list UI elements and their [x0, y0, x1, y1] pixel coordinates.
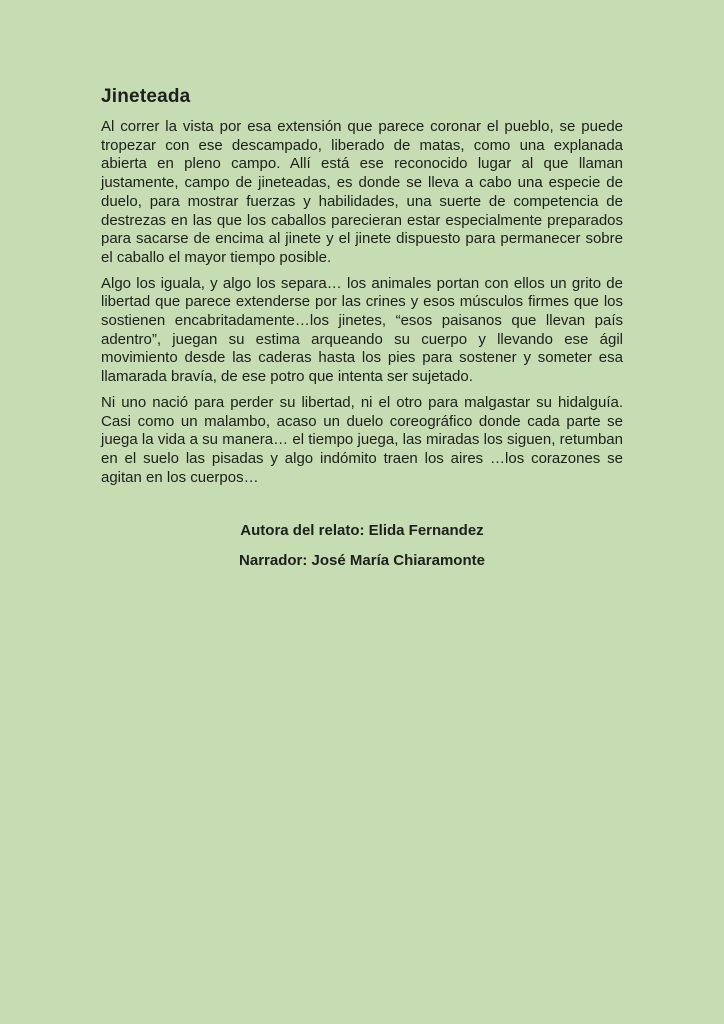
narrator-credit: Narrador: José María Chiaramonte	[239, 552, 485, 570]
credits-block	[101, 521, 623, 570]
story-paragraph-3: Ni uno nació para perder su libertad, ni el otro para malgastar su hidalguía. Casi como un malambo, acaso un duelo coreográfico donde cada parte se juega la vida a su manera… el tiempo juega, las miradas los siguen, retumban en el suelo las pisadas y algo indómito traen los aires …los corazones se agitan en los cuerpos…	[101, 393, 623, 486]
story-paragraph-1: Al correr la vista por esa extensión que parece coronar el pueblo, se puede tropezar con ese descampado, liberado de matas, como una explanada abierta en pleno campo. Allí está ese reconocido lugar al que llaman justamente, campo de jineteadas, es donde se lleva a cabo una especie de duelo, para mostrar fuerzas y habilidades, una suerte de competencia de destrezas en las que los caballos parecieran estar especialmente preparados para sacarse de encima al jinete y el jinete dispuesto para permanecer sobre el caballo el mayor tiempo posible.	[101, 118, 623, 266]
page-title: Jineteada	[101, 86, 191, 107]
story-paragraph-2: Algo los iguala, y algo los separa… los animales portan con ellos un grito de libertad que parece extenderse por las crines y esos músculos firmes que los sostienen encabritadamente…los jinetes, “esos paisanos que llevan país adentro”, juegan su estima arqueando su cuerpo y llevando ese ágil movimiento desde las caderas hasta los pies para sostener y someter esa llamarada bravía, de ese potro que intenta ser sujetado.	[101, 274, 623, 386]
author-credit: Autora del relato: Elida Fernandez	[240, 522, 484, 540]
